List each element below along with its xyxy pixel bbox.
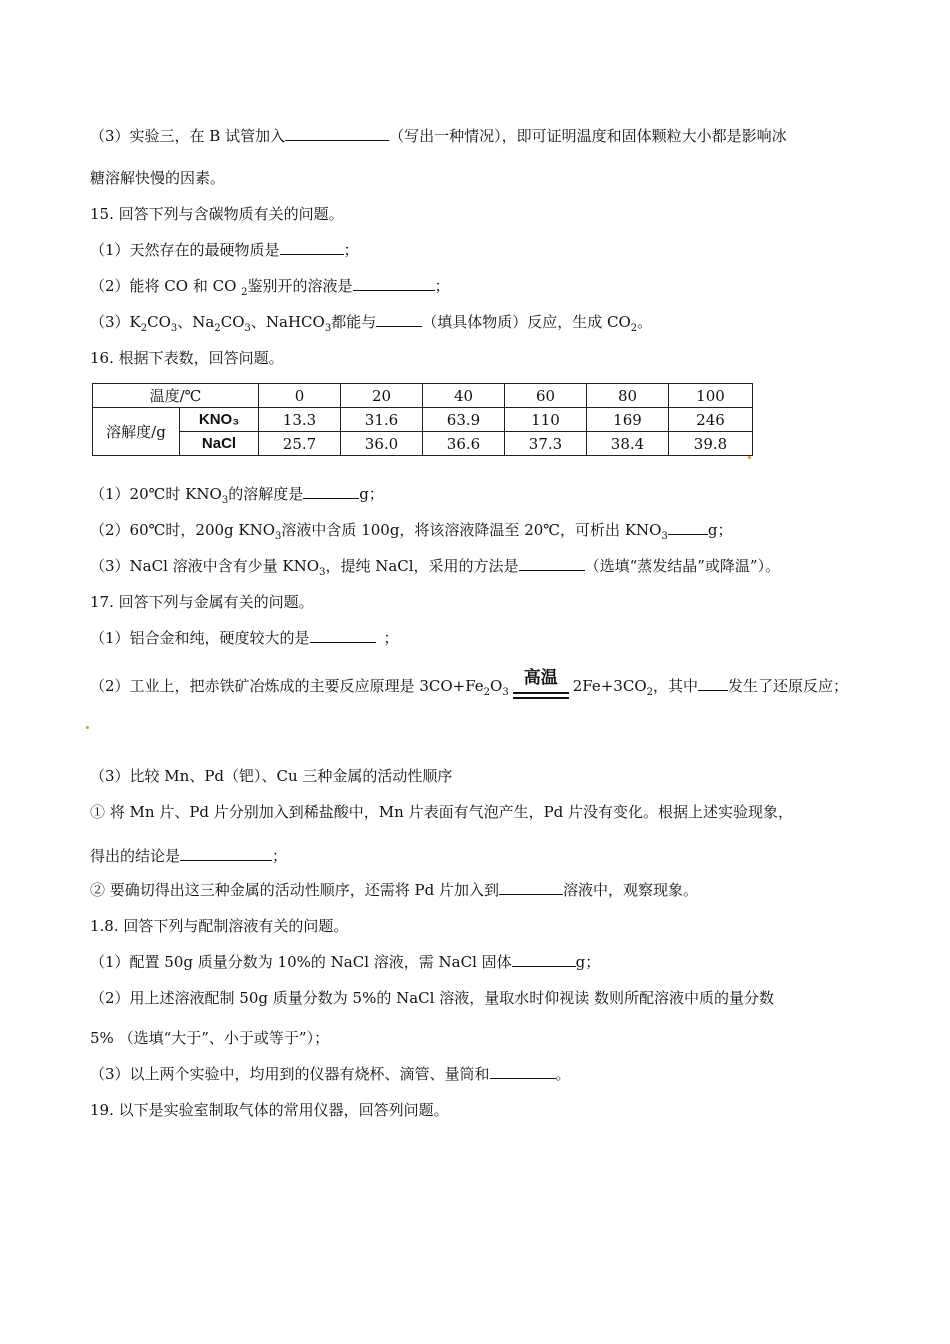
table-cell: 80 xyxy=(587,384,669,408)
solubility-table xyxy=(92,383,753,456)
table-cell: 37.3 xyxy=(505,432,587,456)
answer-blank xyxy=(698,676,728,691)
table-row xyxy=(93,432,753,456)
q16-part2: （2）60℃时，200g $KNO_3$溶液中含质 100g，将该溶液降温至 20℃，可析出 $KNO_3$ g； xyxy=(90,521,733,542)
q17-part1: （1）铝合金和纯，硬度较大的是 ； xyxy=(90,629,399,647)
q17-part3-step1: ① 将 Mn 片、Pd 片分别加入到稀盐酸中，Mn 片表面有气泡产生，Pd 片没有变化。根据上述实验现象， xyxy=(90,803,794,821)
q15-part3: $(3)K_2CO_3$、$Na_2CO_3$、NaHCO$_3$都能与 （填具体物质）反应，生成 $CO_2$。 xyxy=(90,313,653,334)
answer-blank xyxy=(353,276,435,291)
q17-title: 17. 回答下列与金属有关的问题。 xyxy=(90,593,314,611)
q18-title: 1.8. 回答下列与配制溶液有关的问题。 xyxy=(90,917,349,935)
q14-part3-continuation: 糖溶解快慢的因素。 xyxy=(90,169,226,187)
table-row xyxy=(93,408,753,432)
answer-blank xyxy=(303,484,359,499)
table-row xyxy=(93,384,753,408)
table-cell: 31.6 xyxy=(341,408,423,432)
table-cell: 0 xyxy=(259,384,341,408)
answer-blank xyxy=(280,240,344,255)
answer-blank xyxy=(499,880,563,895)
kno3-label: KNO₃ xyxy=(180,408,259,432)
answer-blank xyxy=(519,556,585,571)
solubility-header: 溶解度/g xyxy=(93,408,180,456)
table-cell: 36.6 xyxy=(423,432,505,456)
temp-header: 温度/℃ xyxy=(93,384,259,408)
q17-part3: （3）比较 Mn、Pd（钯）、Cu 三种金属的活动性顺序 xyxy=(90,767,453,785)
answer-blank xyxy=(512,952,576,967)
reaction-condition-arrow xyxy=(513,668,569,702)
table-cell: 100 xyxy=(669,384,753,408)
q18-part2-continuation: 5% （选填“大于”、小于或等于”）； xyxy=(90,1029,330,1047)
table-cell: 13.3 xyxy=(259,408,341,432)
q15-title: 15. 回答下列与含碳物质有关的问题。 xyxy=(90,205,344,223)
scan-artifact-dot xyxy=(86,726,89,729)
q19-title: 19. 以下是实验室制取气体的常用仪器，回答列问题。 xyxy=(90,1101,449,1119)
q18-part1: （1）配置 50g 质量分数为 10%的 NaCl 溶液，需 NaCl 固体 g； xyxy=(90,953,601,971)
table-cell: 36.0 xyxy=(341,432,423,456)
table-cell: 110 xyxy=(505,408,587,432)
table-cell: 20 xyxy=(341,384,423,408)
table-cell: 39.8 xyxy=(669,432,753,456)
q16-part1: （1）20℃时 $KNO_3$的溶解度是 g； xyxy=(90,485,384,506)
answer-blank xyxy=(490,1064,556,1079)
q17-part3-conclusion: 得出的结论是 ； xyxy=(90,847,288,865)
nacl-label: NaCl xyxy=(180,432,259,456)
table-cell: 63.9 xyxy=(423,408,505,432)
q14-part3: （3）实验三，在 B 试管加入 （写出一种情况），即可证明温度和固体颗粒大小都是影响冰 xyxy=(90,127,787,145)
q17-part3-step2: ② 要确切得出这三种金属的活动性顺序，还需将 Pd 片加入到 溶液中，观察现象。 xyxy=(90,881,699,899)
table-cell: 40 xyxy=(423,384,505,408)
table-cell: 169 xyxy=(587,408,669,432)
table-cell: 60 xyxy=(505,384,587,408)
table-cell: 246 xyxy=(669,408,753,432)
q17-part2: （2）工业上，把赤铁矿冶炼成的主要反应原理是 $3CO+Fe_2O_3$ 高温 $2Fe+3CO_2$，其中 发生了还原反应； xyxy=(90,672,848,702)
q15-part2: （2）能将 CO 和 CO $_2$鉴别开的溶液是 ； xyxy=(90,277,450,298)
answer-blank xyxy=(376,312,422,327)
q18-part2: （2）用上述溶液配制 50g 质量分数为 5%的 NaCl 溶液，量取水时仰视读 数则所配溶液中质的量分数 xyxy=(90,989,774,1007)
q18-part3: （3）以上两个实验中，均用到的仪器有烧杯、滴管、量筒和 。 xyxy=(90,1065,571,1083)
high-temp-label: 高温 xyxy=(523,668,558,688)
answer-blank xyxy=(180,846,272,861)
answer-blank xyxy=(310,628,376,643)
table-cell: 38.4 xyxy=(587,432,669,456)
answer-blank xyxy=(668,520,708,535)
scan-artifact-dot xyxy=(748,456,751,459)
q15-part1: （1）天然存在的最硬物质是 ； xyxy=(90,241,359,259)
q16-title: 16. 根据下表数，回答问题。 xyxy=(90,349,284,367)
table-cell: 25.7 xyxy=(259,432,341,456)
answer-blank xyxy=(285,126,389,141)
q16-part3: （3）NaCl 溶液中含有少量 $KNO_3$，提纯 NaCl，采用的方法是 （选填“蒸发结晶”或降温”）。 xyxy=(90,557,781,578)
